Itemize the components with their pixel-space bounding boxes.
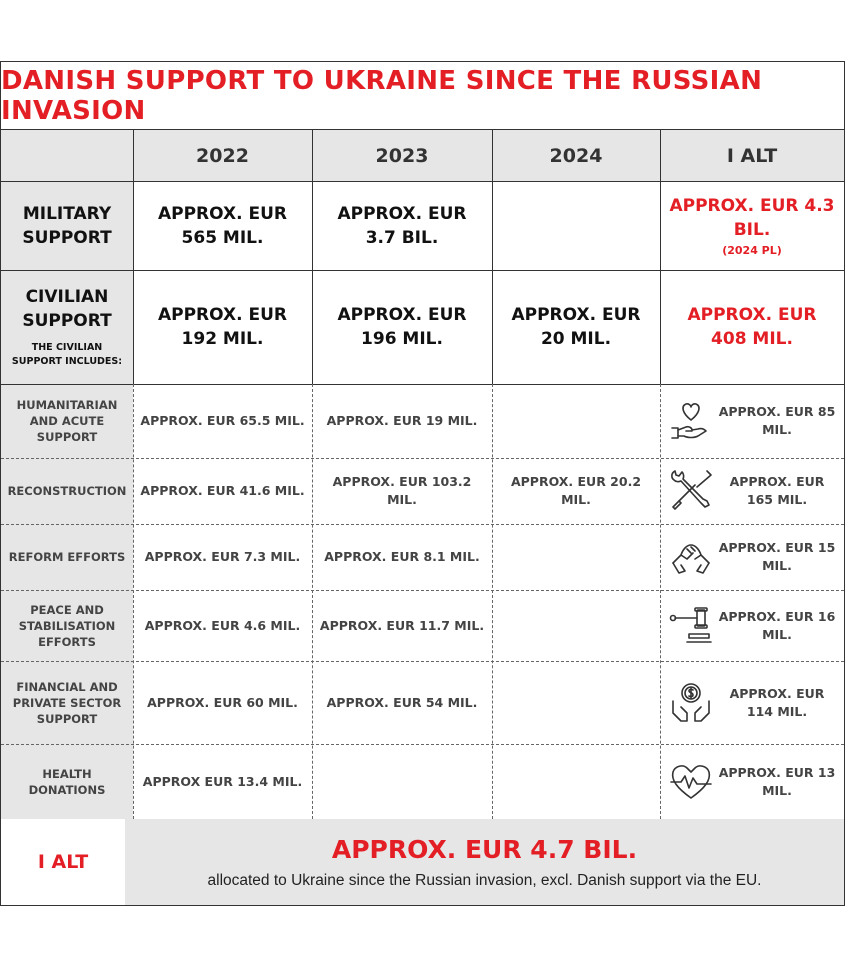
divider [1, 384, 844, 385]
subrow-label: REFORM EFFORTS [1, 524, 133, 590]
subrow-total-cell [660, 744, 844, 819]
subrow-label: PEACE AND STABILISATION EFFORTS [1, 590, 133, 661]
subrow-2023: APPROX. EUR 8.1 MIL. [324, 549, 480, 564]
divider [1, 181, 844, 182]
subrow-total: APPROX. EUR 16 MIL. [718, 608, 836, 642]
divider [133, 130, 134, 384]
divider [492, 384, 493, 819]
subrow-2023: APPROX. EUR 11.7 MIL. [319, 617, 485, 633]
subrow-2023: APPROX. EUR 54 MIL. [326, 694, 478, 710]
civilian-label-cell [1, 270, 133, 384]
subrow-2024 [492, 524, 660, 590]
handshake-icon [666, 533, 716, 581]
divider [312, 130, 313, 384]
subrow-2024 [492, 661, 660, 744]
gavel-icon [666, 602, 716, 650]
footer-note: allocated to Ukraine since the Russian invasion, excl. Danish support via the EU. [207, 871, 762, 889]
divider [1, 458, 844, 459]
heartbeat-icon [666, 758, 716, 806]
civilian-2024: APPROX. EUR 20 MIL. [511, 305, 641, 349]
subrow-2022: APPROX. EUR 60 MIL. [147, 694, 298, 710]
subrow-2024: APPROX. EUR 20.2 MIL. [510, 474, 642, 507]
support-table [0, 61, 845, 906]
subrow-label: FINANCIAL AND PRIVATE SECTOR SUPPORT [1, 661, 133, 744]
civilian-label: CIVILIAN SUPPORT [22, 287, 112, 331]
subrow-total-cell [660, 661, 844, 744]
footer-label: I ALT [1, 819, 125, 905]
subrow-total: APPROX. EUR 165 MIL. [729, 474, 825, 507]
subrow-total-cell [660, 590, 844, 661]
column-header-2022: 2022 [133, 130, 312, 181]
civilian-total: APPROX. EUR 408 MIL. [687, 305, 817, 349]
subrow-total-cell [660, 384, 844, 458]
subrow-label: HEALTH DONATIONS [1, 744, 133, 819]
subrow-2022: APPROX. EUR 65.5 MIL. [140, 413, 305, 428]
footer-total: APPROX. EUR 4.7 BIL. [331, 834, 638, 864]
subrow-label: HUMANITARIAN AND ACUTE SUPPORT [1, 384, 133, 458]
subrow-2023: APPROX. EUR 19 MIL. [326, 413, 478, 428]
divider [133, 384, 134, 819]
subrow-2023 [312, 744, 492, 819]
military-label: MILITARY SUPPORT [22, 203, 112, 248]
subrow-2022: APPROX. EUR 7.3 MIL. [144, 549, 301, 564]
divider [492, 130, 493, 384]
subrow-2024 [492, 590, 660, 661]
header-corner [1, 130, 133, 181]
money-hands-icon [666, 679, 716, 727]
page-title: DANISH SUPPORT TO UKRAINE SINCE THE RUSSIAN INVASION [1, 62, 844, 130]
subrow-total: APPROX. EUR 15 MIL. [718, 540, 836, 573]
civilian-2022: APPROX. EUR 192 MIL. [157, 305, 287, 349]
subrow-2022: APPROX. EUR 41.6 MIL. [140, 483, 305, 498]
subrow-2022: APPROX. EUR 4.6 MIL. [144, 617, 301, 633]
divider [1, 270, 844, 271]
subrow-label: RECONSTRUCTION [1, 458, 133, 524]
military-label-cell [1, 181, 133, 270]
subrow-2024 [492, 384, 660, 458]
civilian-note: THE CIVILIAN SUPPORT INCLUDES: [11, 342, 123, 367]
subrow-total: APPROX. EUR 13 MIL. [718, 764, 836, 798]
column-header-total: I ALT [660, 130, 844, 181]
military-2024 [492, 181, 660, 270]
subrow-total-cell [660, 524, 844, 590]
military-total-cell [660, 181, 844, 270]
divider [1, 744, 844, 745]
military-2022: APPROX. EUR 565 MIL. [157, 203, 287, 248]
footer-total-cell [125, 819, 844, 905]
divider [660, 130, 661, 384]
subrow-2024 [492, 744, 660, 819]
subrow-2022: APPROX EUR 13.4 MIL. [142, 773, 303, 789]
divider [1, 590, 844, 591]
divider [1, 524, 844, 525]
tools-icon [666, 467, 716, 515]
subrow-2023: APPROX. EUR 103.2 MIL. [332, 474, 472, 507]
subrow-total: APPROX. EUR 114 MIL. [729, 685, 825, 719]
divider [660, 384, 661, 819]
civilian-2023: APPROX. EUR 196 MIL. [337, 305, 467, 349]
heart-hand-icon [666, 397, 716, 445]
divider [1, 661, 844, 662]
military-total-note: (2024 PL) [722, 244, 782, 257]
military-2023: APPROX. EUR 3.7 BIL. [337, 203, 467, 248]
subrow-total: APPROX. EUR 85 MIL. [718, 404, 836, 437]
subrow-total-cell [660, 458, 844, 524]
divider [312, 384, 313, 819]
column-header-2023: 2023 [312, 130, 492, 181]
military-total: APPROX. EUR 4.3 BIL. [669, 196, 835, 240]
column-header-2024: 2024 [492, 130, 660, 181]
